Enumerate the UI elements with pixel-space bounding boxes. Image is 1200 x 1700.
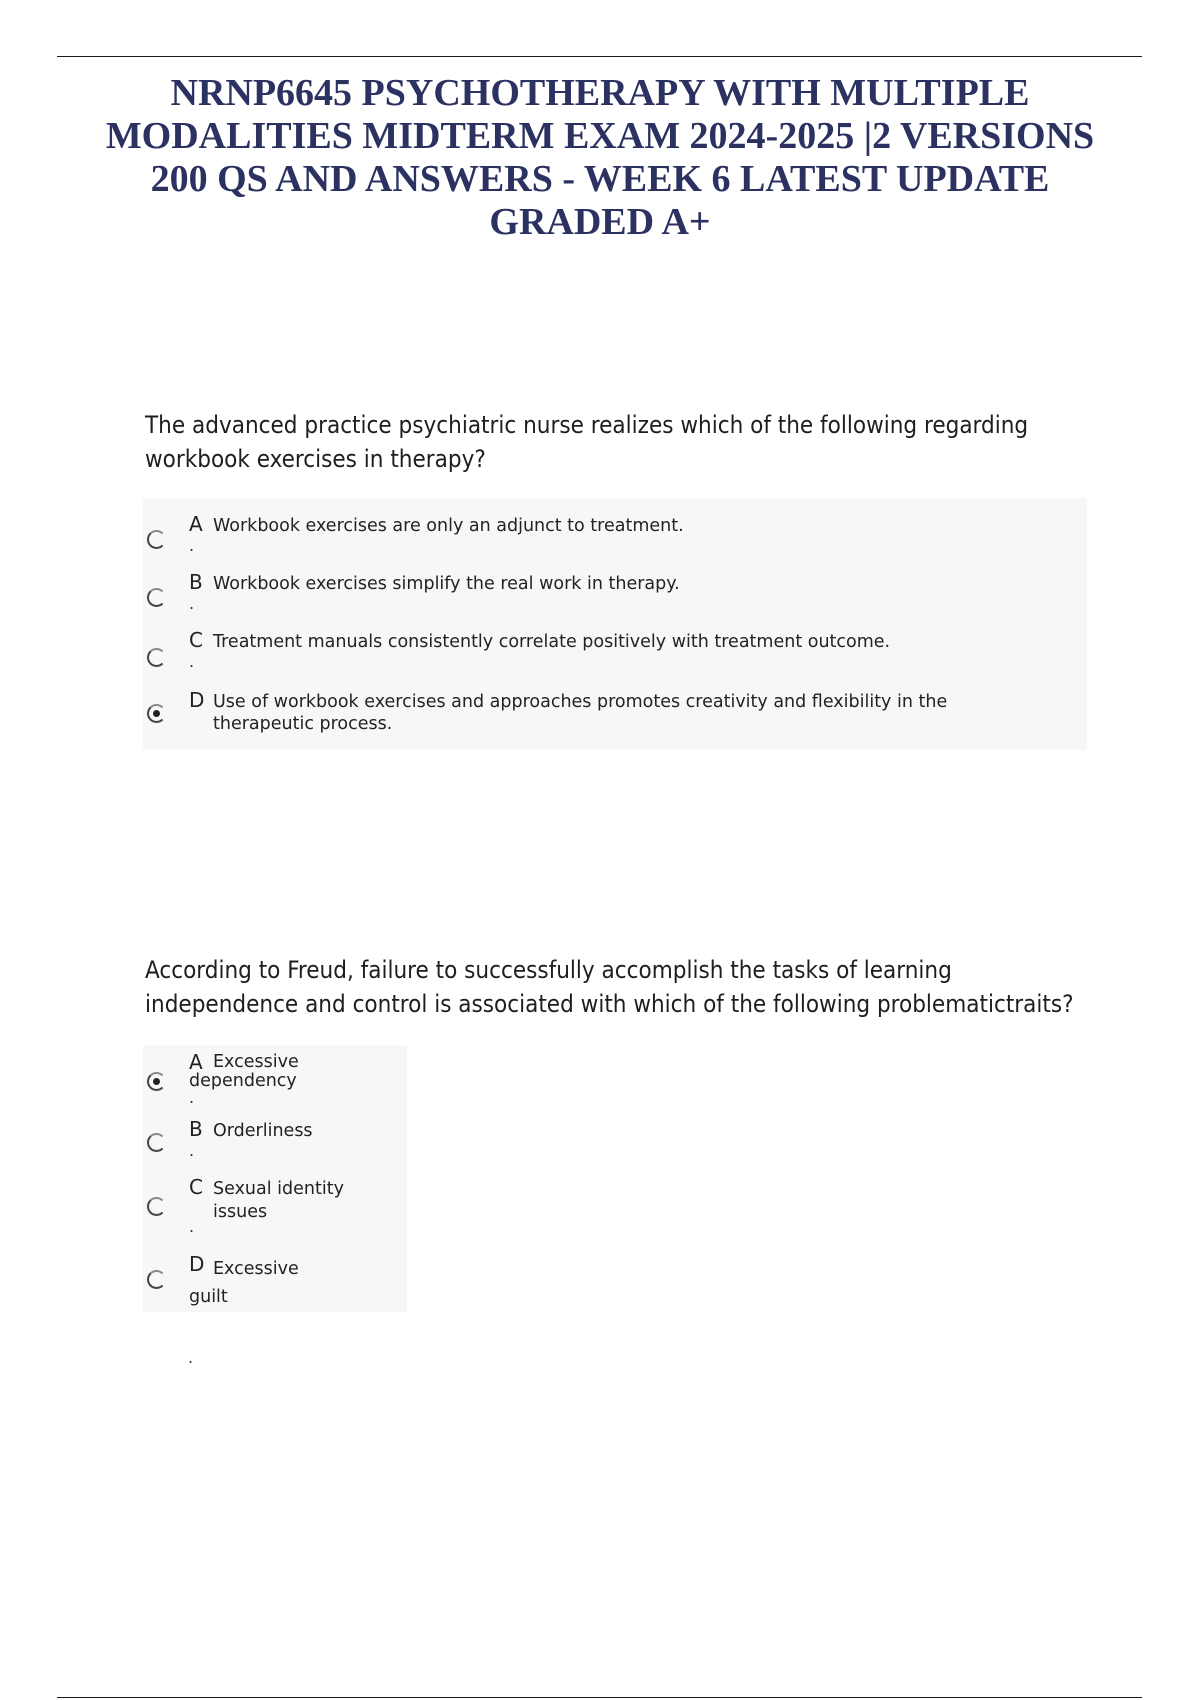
option-text: Workbook exercises simplify the real work in therapy.: [213, 574, 680, 594]
question-2-option-a[interactable]: [143, 1050, 407, 1108]
option-letter: B: [189, 570, 203, 594]
option-separator: .: [189, 652, 195, 671]
radio-icon[interactable]: [147, 1270, 166, 1289]
question-2-options: [143, 1045, 407, 1312]
option-separator: .: [189, 1141, 195, 1160]
option-separator: .: [189, 536, 195, 555]
question-1-option-b[interactable]: [143, 570, 1087, 626]
option-text: Use of workbook exercises and approaches promotes creativity and flexibility in the therapeutic process.: [213, 692, 948, 734]
option-letter: C: [189, 1175, 203, 1199]
option-letter: C: [189, 628, 203, 652]
question-1-text: The advanced practice psychiatric nurse realizes which of the following regarding workbook exercises in therapy?: [145, 411, 1029, 473]
radio-icon[interactable]: [147, 648, 166, 667]
radio-icon[interactable]: [147, 1197, 166, 1216]
option-text: Excessive dependency: [189, 1052, 299, 1091]
question-2-option-b[interactable]: [143, 1117, 407, 1173]
option-letter: D: [189, 1252, 205, 1276]
option-text: Excessive guilt: [189, 1259, 299, 1307]
radio-icon[interactable]: [147, 588, 166, 607]
question-1-option-c[interactable]: [143, 628, 1087, 684]
option-letter: D: [189, 688, 205, 712]
top-rule: [57, 56, 1142, 57]
option-letter: B: [189, 1117, 203, 1141]
trailing-separator: .: [188, 1348, 194, 1367]
question-1-option-a[interactable]: [143, 512, 1087, 568]
option-text: Orderliness: [213, 1121, 313, 1141]
question-2-option-c[interactable]: [143, 1175, 407, 1239]
option-separator: .: [189, 1088, 195, 1107]
bottom-rule: [57, 1697, 1142, 1698]
option-text: Sexual identity issues: [213, 1179, 344, 1222]
option-separator: .: [189, 594, 195, 613]
radio-icon[interactable]: [147, 530, 166, 549]
question-2-option-d[interactable]: [143, 1252, 407, 1310]
option-separator: .: [189, 1217, 195, 1236]
document-title: NRNP6645 PSYCHOTHERAPY WITH MULTIPLE MODALITIES MIDTERM EXAM 2024-2025 |2 VERSIONS 200 QS AND ANSWERS - WEEK 6 LATEST UPDATE GRADED A+: [105, 72, 1095, 243]
radio-selected-icon[interactable]: [147, 704, 166, 723]
question-1-options: [143, 498, 1087, 750]
question-1-option-d[interactable]: [143, 688, 1087, 748]
option-letter: A: [189, 1050, 203, 1074]
option-text: Workbook exercises are only an adjunct to treatment.: [213, 516, 684, 536]
radio-selected-icon[interactable]: [147, 1072, 166, 1091]
question-2-text: According to Freud, failure to successfully accomplish the tasks of learning independence and control is associated with which of the following problematictraits?: [145, 956, 1074, 1018]
option-letter: A: [189, 512, 203, 536]
radio-icon[interactable]: [147, 1133, 166, 1152]
option-text: Treatment manuals consistently correlate positively with treatment outcome.: [213, 632, 891, 652]
